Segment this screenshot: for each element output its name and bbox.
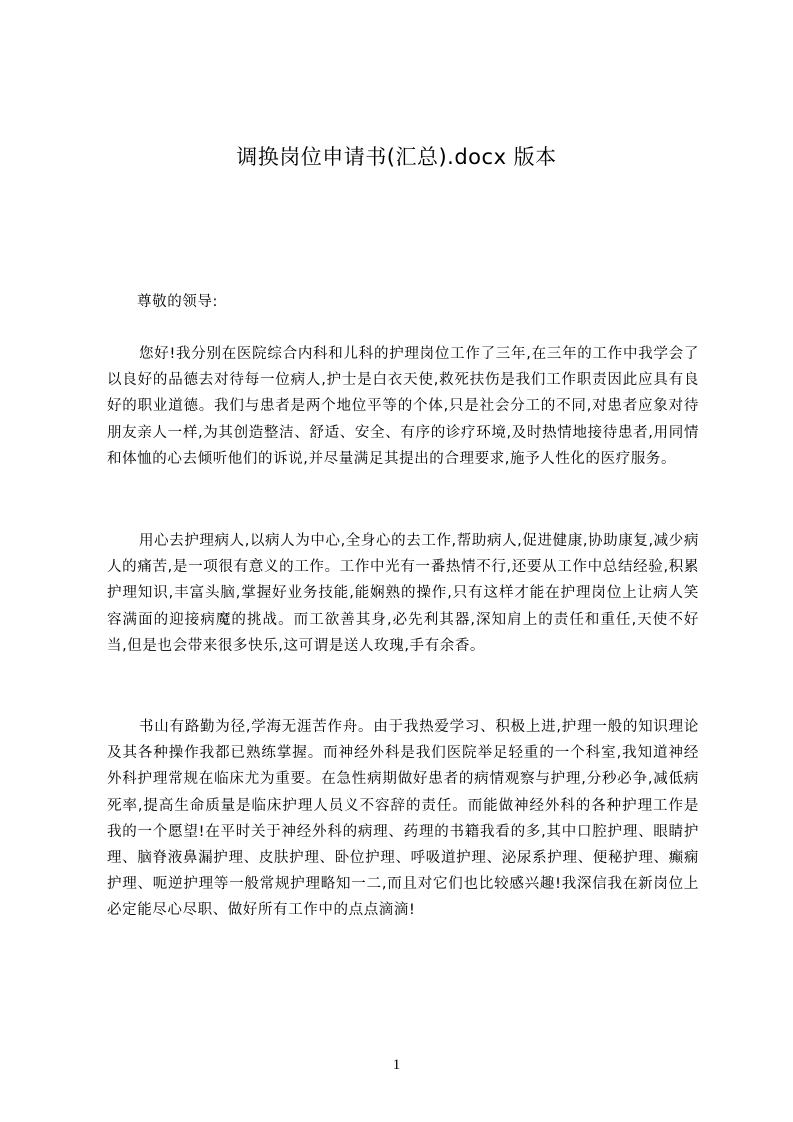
paragraph-2: 用心去护理病人,以病人为中心,全身心的去工作,帮助病人,促进健康,协助康复,减少病人的痛苦,是一项很有意义的工作。工作中光有一番热情不行,还要从工作中总结经验,积累护理知识,丰富头脑,掌握好业务技能,能娴熟的操作,只有这样才能在护理岗位上让病人笑容满面的迎接病魔的挑战。而工欲善其身,必先利其器,深知肩上的责任和重任,天使不好当,但是也会带来很多快乐,这可谓是送人玫瑰,手有余香。 bbox=[107, 533, 699, 654]
paragraph-3: 书山有路勤为径,学海无涯苦作舟。由于我热爱学习、积极上进,护理一般的知识理论及其各种操作我都已熟练掌握。而神经外科是我们医院举足轻重的一个科室,我知道神经外科护理常规在临床尤为重要。在急性病期做好患者的病情观察与护理,分秒必争,减低病死率,提高生命质量是临床护理人员义不容辞的责任。而能做神经外科的各种护理工作是我的一个愿望!在平时关于神经外科的病理、药理的书籍我看的多,其中口腔护理、眼睛护理、脑脊液鼻漏护理、皮肤护理、卧位护理、呼吸道护理、泌尿系护理、便秘护理、癫痫护理、呃逆护理等一般常规护理略知一二,而且对它们也比较感兴趣!我深信我在新岗位上必定能尽心尽职、做好所有工作中的点点滴滴! bbox=[107, 719, 699, 919]
document-title: 调换岗位申请书(汇总).docx 版本 bbox=[236, 145, 557, 169]
paragraph-1: 您好!我分别在医院综合内科和儿科的护理岗位工作了三年,在三年的工作中我学会了以良好的品德去对待每一位病人,护士是白衣天使,救死扶伤是我们工作职责因此应具有良好的职业道德。我们与患者是两个地位平等的个体,只是社会分工的不同,对患者应象对待朋友亲人一样,为其创造整洁、舒适、安全、有序的诊疗环境,及时热情地接待患者,用同情和体恤的心去倾听他们的诉说,并尽量满足其提出的合理要求,施予人性化的医疗服务。 bbox=[107, 346, 699, 467]
salutation: 尊敬的领导: bbox=[137, 294, 218, 310]
page-number: 1 bbox=[392, 1057, 401, 1073]
